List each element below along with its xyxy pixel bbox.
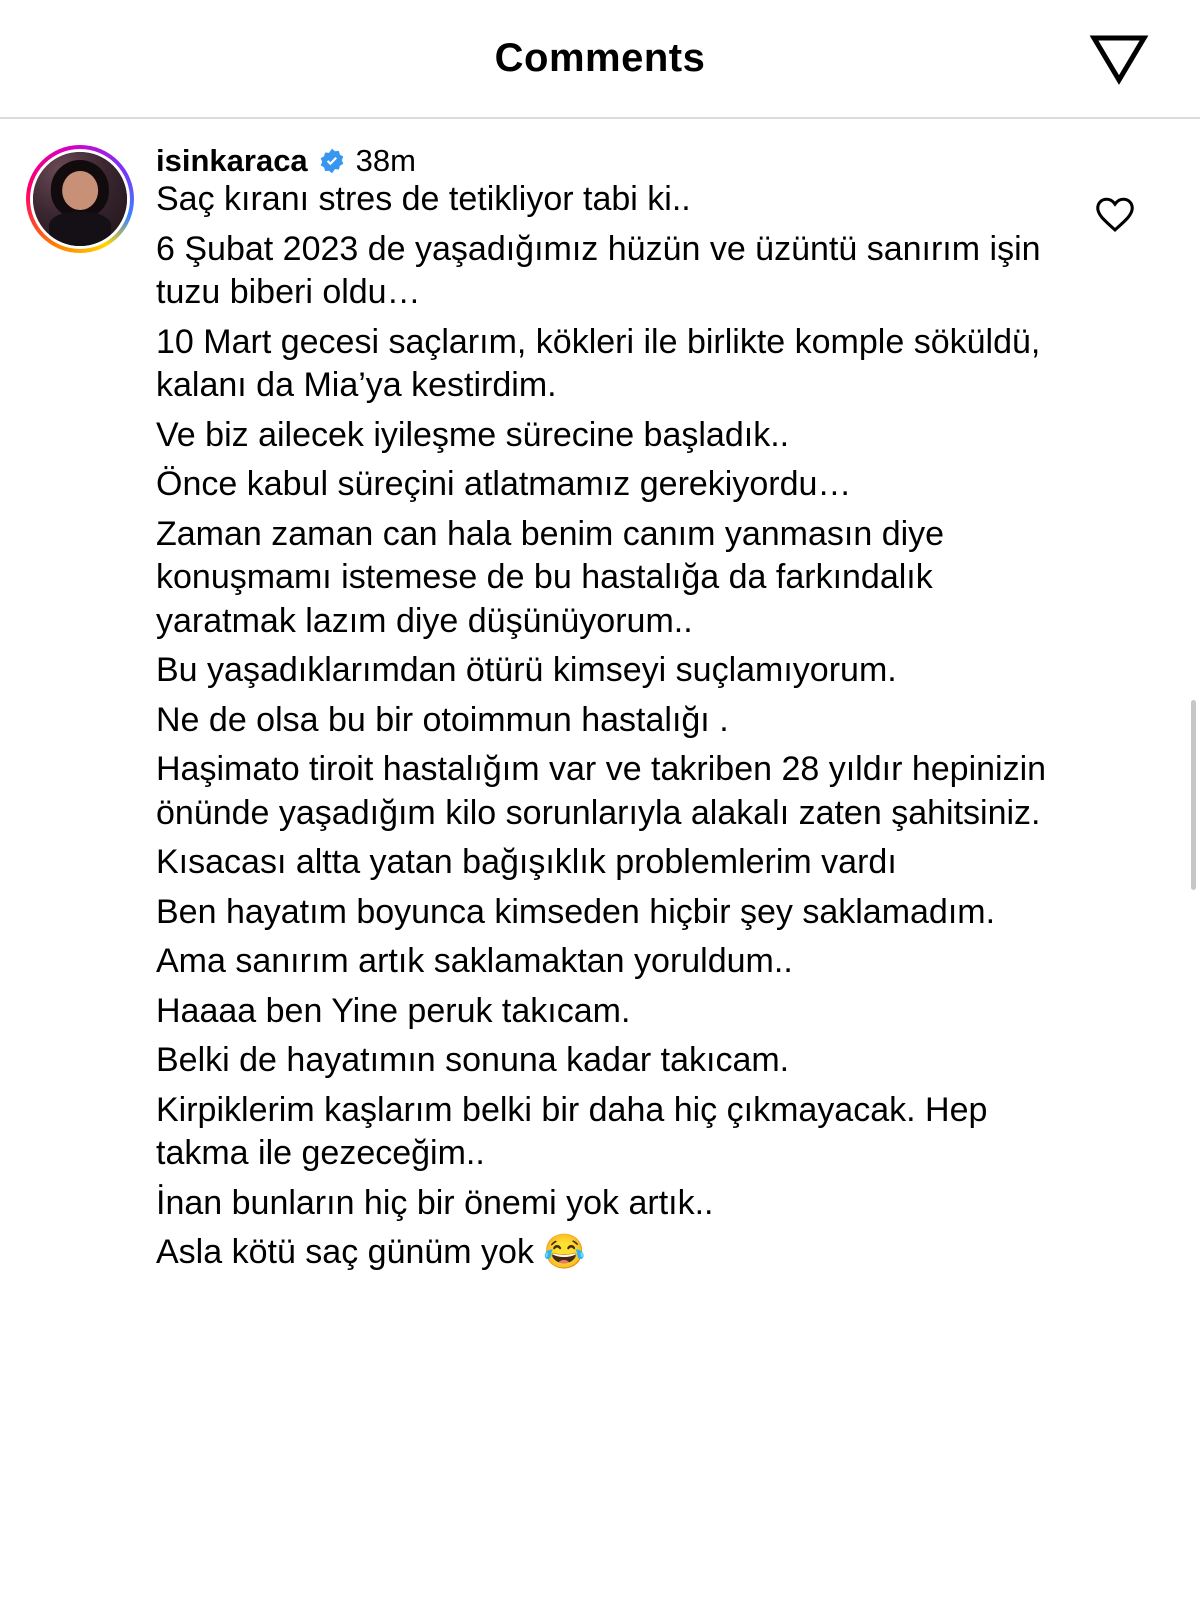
comment-meta [156,145,1060,176]
comment-item [0,119,1200,1281]
comment-paragraph: Saç kıranı stres de tetikliyor tabi ki.. [156,180,691,218]
comment-paragraph: Haaaa ben Yine peruk takıcam. [156,991,631,1030]
comment-paragraph: Ama sanırım artık saklamaktan yoruldum.. [156,942,793,981]
comment-paragraph: Kirpiklerim kaşlarım belki bir daha hiç çıkmayacak. Hep takma ile gezeceğim.. [156,1090,988,1173]
page-title: Comments [494,36,706,80]
comment-paragraph: Kısacası altta yatan bağışıklık problemlerim vardı [156,843,897,882]
scrollbar[interactable] [1191,700,1196,890]
comment-username[interactable]: isinkaraca [156,143,308,178]
comment-timestamp: 38m [355,143,416,178]
comment-paragraph: 10 Mart gecesi saçlarım, kökleri ile birlikte komple söküldü, kalanı da Mia’ya kestirdim. [156,322,1041,405]
comment-paragraph: Haşimato tiroit hastalığım var ve takriben 28 yıldır hepinizin önünde yaşadığım kilo sorunlarıyla alakalı zaten şahitsiniz. [156,750,1047,832]
verified-badge-icon [318,147,346,175]
comment-paragraph: İnan bunların hiç bir önemi yok artık.. [156,1183,714,1222]
share-paper-plane-icon[interactable] [1088,28,1150,90]
comment-paragraph: Ve biz ailecek iyileşme sürecine başladık.. [156,415,790,454]
comment-text [156,178,1060,1275]
comment-paragraph: Ne de olsa bu bir otoimmun hastalığı . [156,700,729,739]
heart-outline-icon[interactable] [1092,191,1138,237]
comment-paragraph: 6 Şubat 2023 de yaşadığımız hüzün ve üzüntü sanırım işin tuzu biberi oldu… [156,229,1041,312]
comment-paragraph: Önce kabul süreçini atlatmamız gerekiyordu… [156,465,852,504]
comment-paragraph: Ben hayatım boyunca kimseden hiçbir şey saklamadım. [156,892,996,931]
comments-header [0,0,1200,119]
comment-body [134,145,1200,1281]
comment-paragraph: Asla kötü saç günüm yok 😂 [156,1233,586,1272]
avatar[interactable] [26,145,134,253]
comment-paragraph: Bu yaşadıklarımdan ötürü kimseyi suçlamıyorum. [156,651,897,690]
comment-paragraph: Zaman zaman can hala benim canım yanmasın diye konuşmamı istemese de bu hastalığa da farkındalık yaratmak lazım diye düşünüyorum.. [156,514,945,640]
comment-paragraph: Belki de hayatımın sonuna kadar takıcam. [156,1041,790,1080]
